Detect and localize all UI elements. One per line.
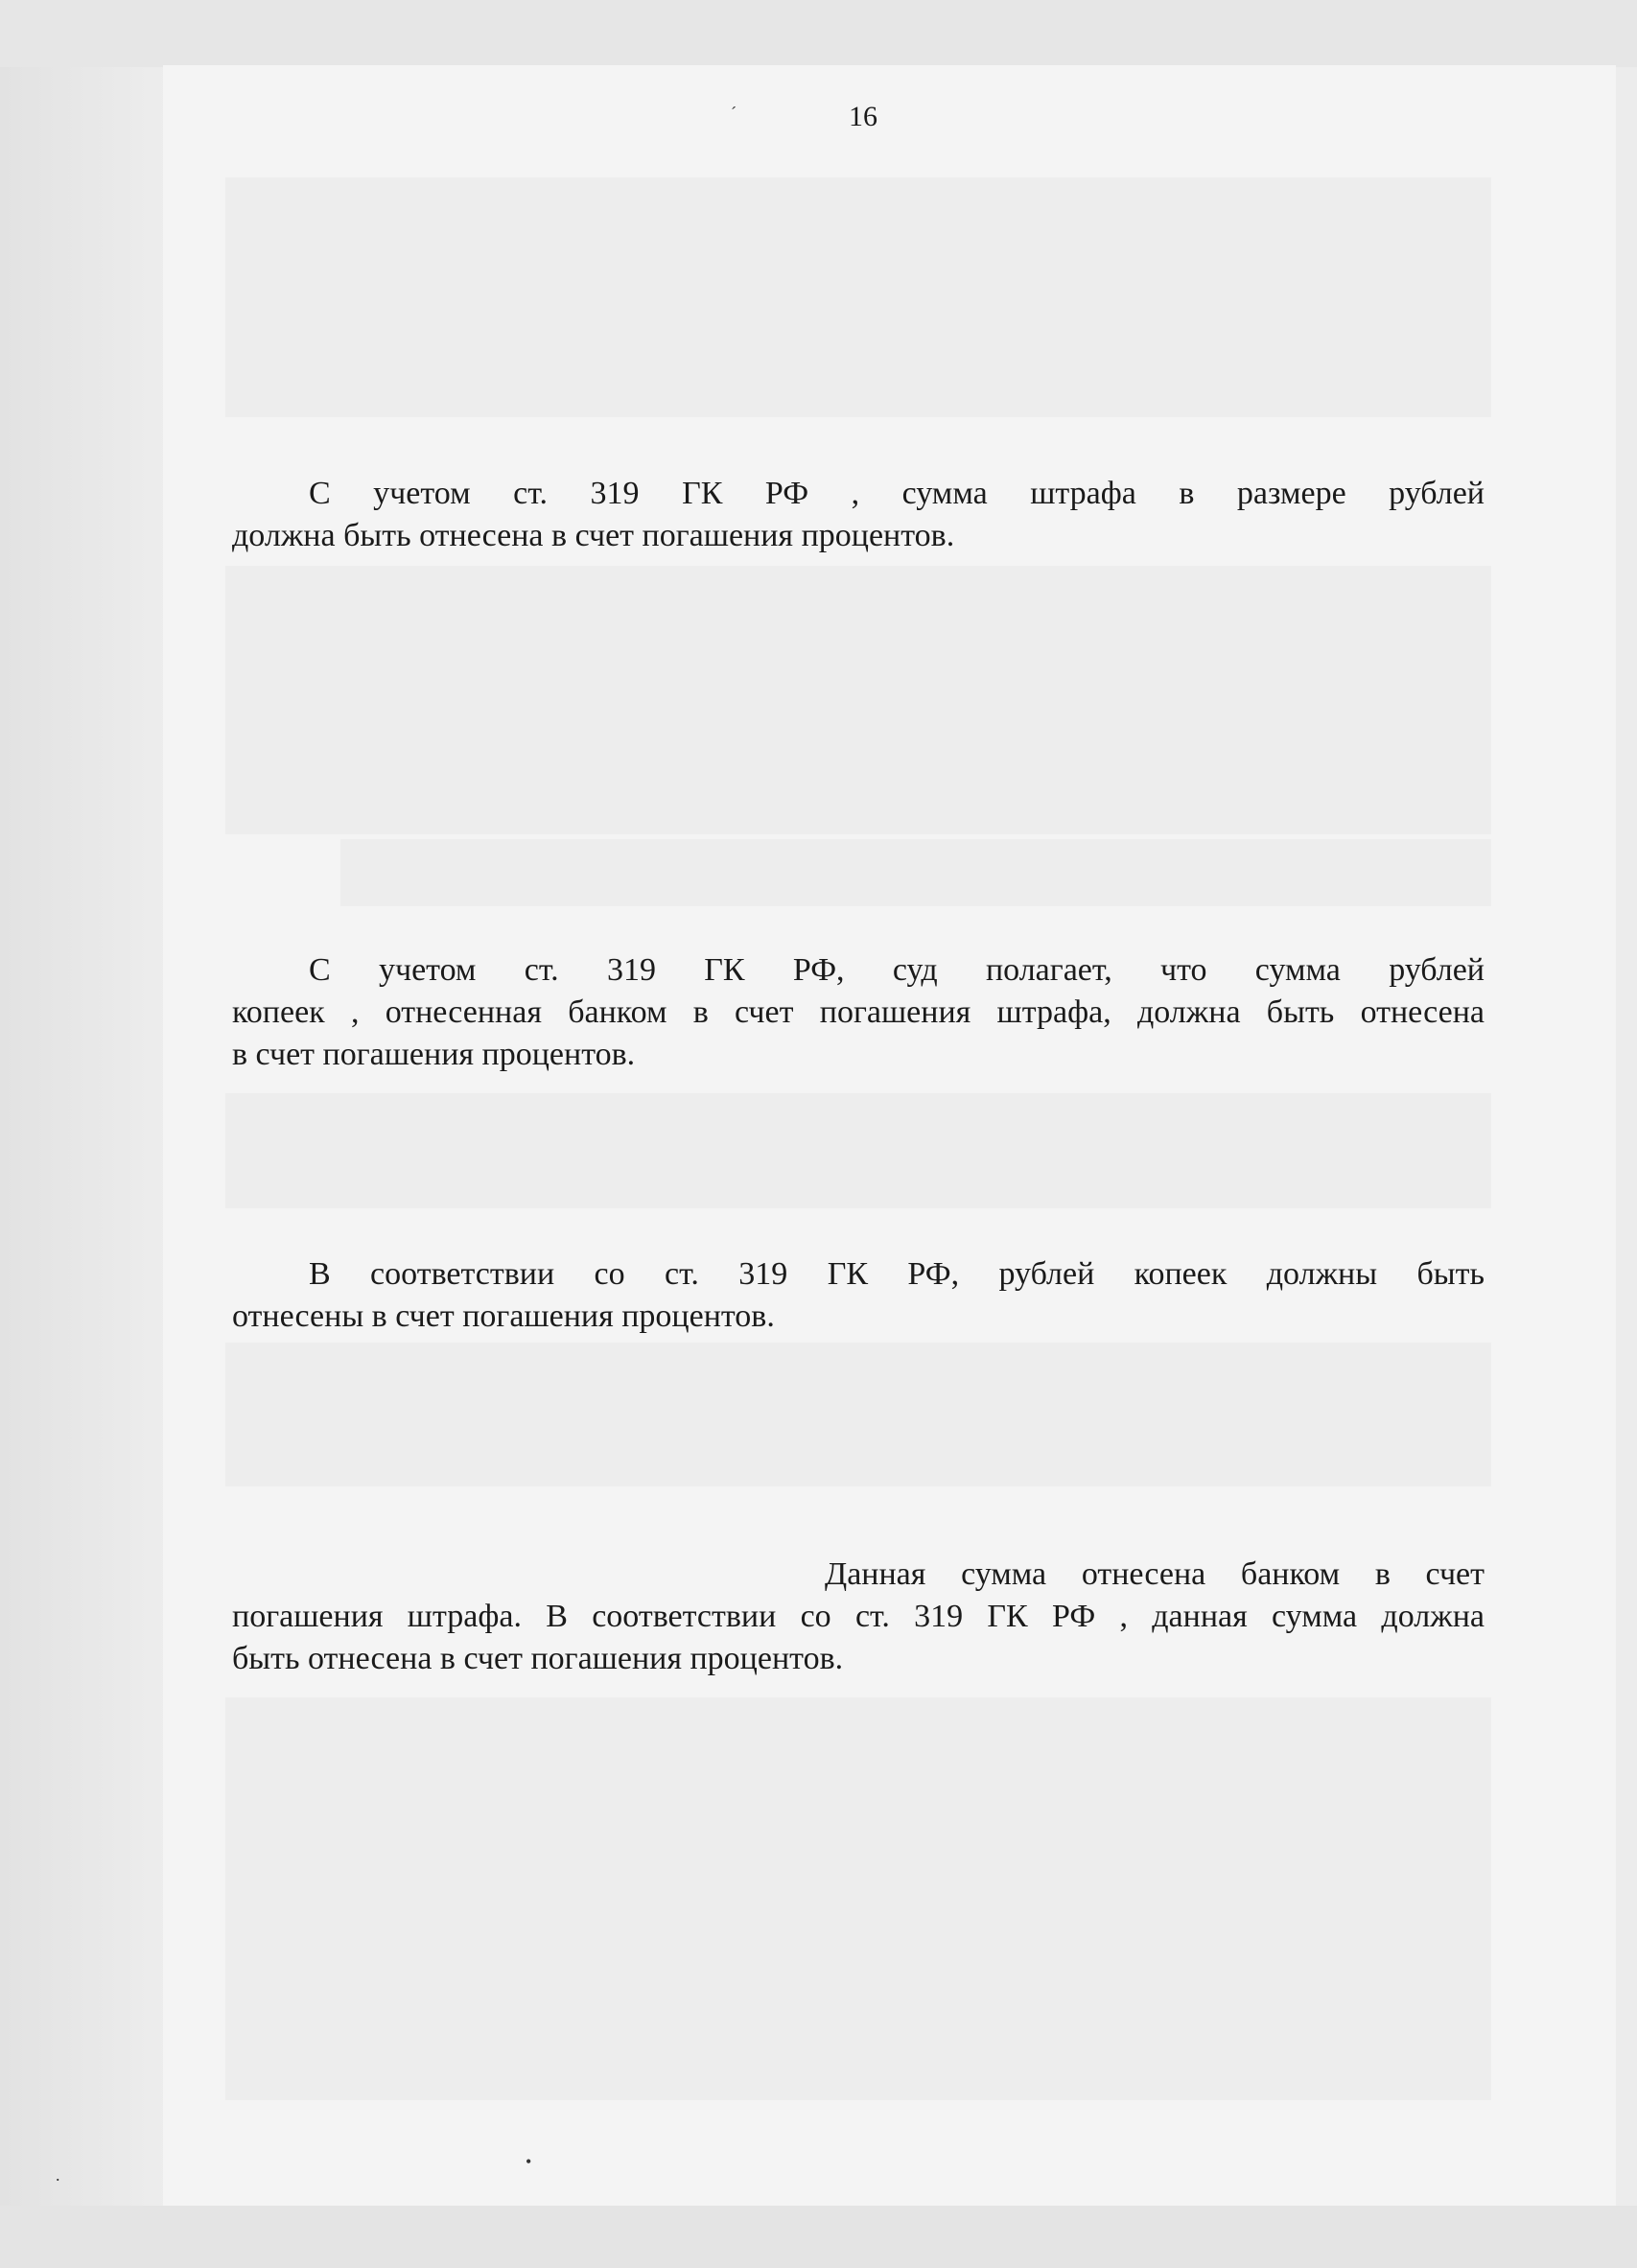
paragraph-line: должна быть отнесена в счет погашения процентов.: [232, 518, 955, 553]
scan-top-margin: [0, 0, 1637, 67]
scan-speck: .: [56, 2165, 60, 2185]
paragraph-4: [232, 1554, 1485, 1680]
redacted-area: [225, 1697, 1491, 2100]
scan-speck: ´: [731, 104, 737, 123]
page-number: 16: [849, 101, 877, 132]
paragraph-line: С учетом ст. 319 ГК РФ , сумма штрафа в размере рублей: [309, 476, 1485, 511]
paragraph-2: [232, 949, 1485, 1076]
scan-speck: •: [526, 2152, 532, 2171]
paragraph-line: Данная сумма отнесена банком в счет: [825, 1556, 1485, 1592]
redacted-area: [225, 566, 1491, 834]
scan-left-edge: [0, 67, 168, 2206]
redacted-area: [225, 177, 1491, 417]
redacted-area: [340, 839, 1491, 906]
paragraph-line: быть отнесена в счет погашения процентов.: [232, 1641, 844, 1676]
paragraph-line: отнесены в счет погашения процентов.: [232, 1298, 775, 1334]
paragraph-line: С учетом ст. 319 ГК РФ, суд полагает, что сумма рублей: [309, 952, 1485, 988]
paragraph-line: копеек , отнесенная банком в счет погашения штрафа, должна быть отнесена: [232, 994, 1485, 1030]
paragraph-1: [232, 473, 1485, 557]
paragraph-3: [232, 1253, 1485, 1338]
paragraph-line: В соответствии со ст. 319 ГК РФ, рублей копеек должны быть: [309, 1256, 1485, 1292]
paragraph-line: погашения штрафа. В соответствии со ст. 319 ГК РФ , данная сумма должна: [232, 1599, 1485, 1634]
redacted-area: [225, 1343, 1491, 1486]
paragraph-line: в счет погашения процентов.: [232, 1037, 636, 1072]
redacted-area: [225, 1093, 1491, 1208]
scan-bottom-margin: [0, 2206, 1637, 2268]
